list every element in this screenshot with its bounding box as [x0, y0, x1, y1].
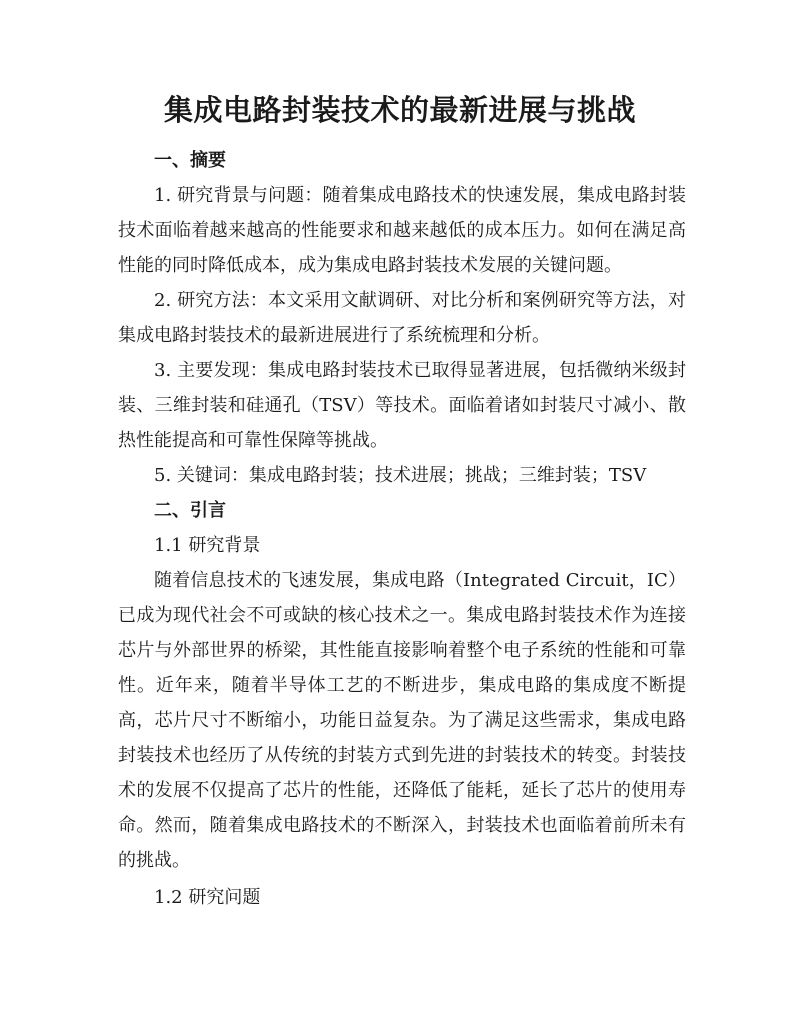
abstract-item-keywords: 5. 关键词：集成电路封装；技术进展；挑战；三维封装；TSV — [154, 465, 647, 486]
subsection-heading-research-question: 1.2 研究问题 — [154, 887, 261, 908]
document-title: 集成电路封装技术的最新进展与挑战 — [163, 93, 636, 127]
abstract-item-findings: 3. 主要发现：集成电路封装技术已取得显著进展，包括微纳米级封装、三维封装和硅通孔（TSV）等技术。面临着诸如封装尺寸减小、散热性能提高和可靠性保障等挑战。 — [118, 360, 686, 451]
section-heading-introduction: 二、引言 — [154, 500, 226, 521]
subsection-heading-background: 1.1 研究背景 — [154, 535, 261, 556]
section-heading-abstract: 一、摘要 — [154, 150, 226, 171]
abstract-item-methods: 2. 研究方法：本文采用文献调研、对比分析和案例研究等方法，对集成电路封装技术的最新进展进行了系统梳理和分析。 — [118, 290, 686, 346]
abstract-item-background: 1. 研究背景与问题：随着集成电路技术的快速发展，集成电路封装技术面临着越来越高的性能要求和越来越低的成本压力。如何在满足高性能的同时降低成本，成为集成电路封装技术发展的关键问题。 — [118, 185, 686, 276]
introduction-background-paragraph: 随着信息技术的飞速发展，集成电路（Integrated Circuit，IC）已成为现代社会不可或缺的核心技术之一。集成电路封装技术作为连接芯片与外部世界的桥梁，其性能直接影响着整个电子系统的性能和可靠性。近年来，随着半导体工艺的不断进步，集成电路的集成度不断提高，芯片尺寸不断缩小，功能日益复杂。为了满足这些需求，集成电路封装技术也经历了从传统的封装方式到先进的封装技术的转变。封装技术的发展不仅提高了芯片的性能，还降低了能耗，延长了芯片的使用寿命。然而，随着集成电路技术的不断深入，封装技术也面临着前所未有的挑战。 — [118, 570, 686, 871]
document-body — [118, 143, 686, 915]
